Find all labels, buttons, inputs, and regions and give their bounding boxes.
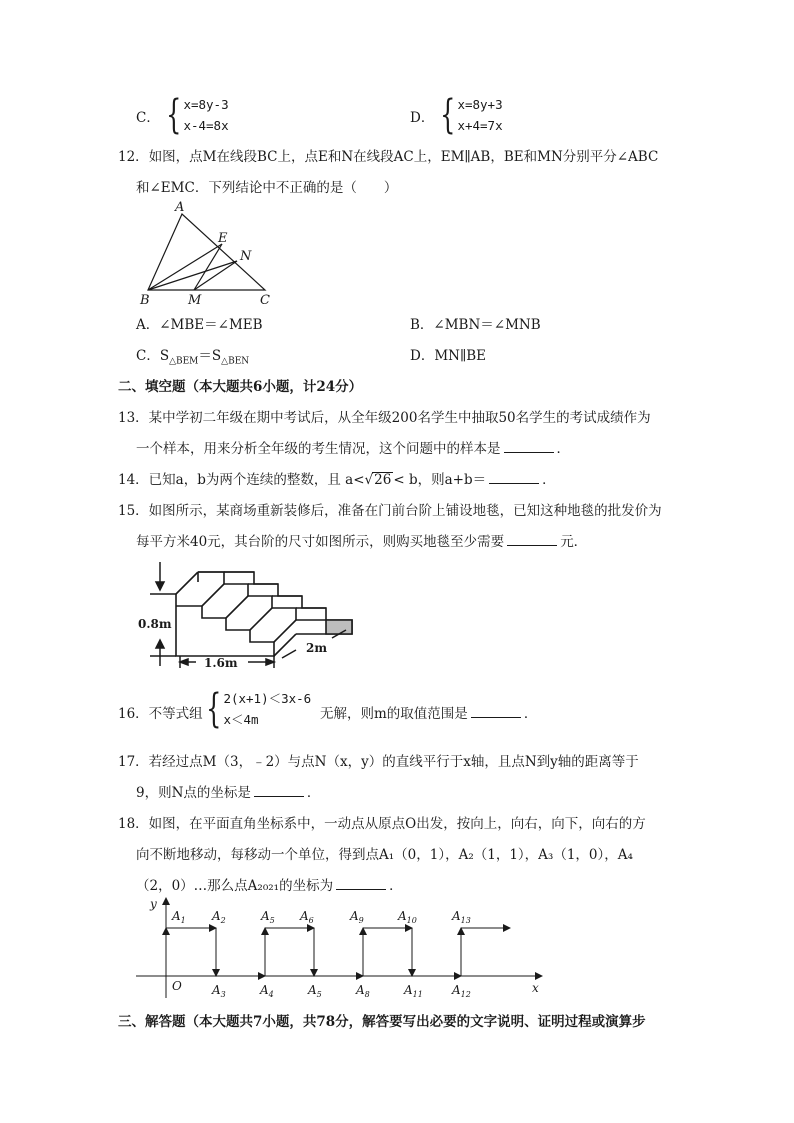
label-a: A [175, 200, 185, 215]
answer-blank [504, 440, 554, 453]
q11-option-d-label: D． [410, 110, 435, 126]
y-axis-label: y [150, 897, 157, 911]
stairs-width-label: 1.6m [204, 656, 238, 670]
q12-line1: 12．如图，点M在线段BC上，点E和N在线段AC上，EM∥AB，BE和MN分别平分∠ABC [118, 149, 659, 165]
q18-line2: 向不断地移动，每移动一个单位，得到点A₁（0，1），A₂（1，1），A₃（1，0），A₄ [136, 847, 633, 863]
point-label: $A_3$ [212, 983, 226, 999]
point-label: $A_6$ [300, 909, 314, 925]
q12-line2: 和∠EMC．下列结论中不正确的是（ ） [136, 180, 398, 196]
q11-c-eq2: x-4=8x [183, 118, 229, 133]
point-label: $A_9$ [350, 909, 364, 925]
point-label: $A_5$ [308, 983, 322, 999]
q12-option-a: A．∠MBE＝∠MEB [136, 317, 263, 333]
q11-option-c-system [156, 94, 229, 136]
section-2-heading: 二、填空题（本大题共6小题，计24分） [118, 379, 363, 395]
q18-line1: 18．如图，在平面直角坐标系中，一动点从原点O出发，按向上，向右，向下，向右的方 [118, 816, 646, 832]
q17-line1: 17．若经过点M（3，﹣2）与点N（x，y）的直线平行于x轴，且点N到y轴的距离等于 [118, 754, 639, 770]
x-axis-label: x [532, 981, 539, 995]
q13-line2: 一个样本，用来分析全年级的考生情况，这个问题中的样本是 ． [136, 441, 570, 457]
point-label: $A_4$ [260, 983, 274, 999]
point-label: $A_5$ [261, 909, 275, 925]
q17-line2: 9，则N点的坐标是 ． [136, 785, 321, 801]
label-e: E [218, 231, 228, 246]
q16-prefix: 16．不等式组 [118, 706, 203, 722]
q12-option-c: C．$S_{\triangle BEM}=S_{\triangle BEN}$ [136, 348, 250, 367]
label-n: N [240, 249, 252, 264]
q14-line: 14．已知a，b为两个连续的整数，且 a<√26 < b，则a+b＝ ． [118, 472, 556, 488]
q16-ineq1: 2(x+1)＜3x-6 [223, 691, 312, 706]
point-label: $A_2$ [212, 909, 226, 925]
q16-tail: 无解，则m的取值范围是 ． [320, 706, 538, 722]
answer-blank [507, 533, 557, 546]
stairs-front [176, 594, 274, 656]
segment-be [148, 244, 222, 290]
q16-inequality-system [196, 688, 311, 730]
point-label: $A_1$ [172, 909, 186, 925]
q15-line2: 每平方米40元，其台阶的尺寸如图所示，则购买地毯至少需要 元． [136, 534, 588, 550]
answer-blank [336, 877, 386, 890]
brace-icon: { [440, 92, 456, 138]
q11-option-c-label: C． [136, 110, 160, 126]
q16-ineq2: x＜4m [223, 712, 259, 727]
point-label: $A_{10}$ [398, 909, 417, 925]
point-label: $A_{13}$ [452, 909, 471, 925]
segment-bn [148, 261, 237, 290]
answer-blank [471, 705, 521, 718]
q15-stairs-figure [136, 558, 360, 670]
brace-icon: { [166, 92, 182, 138]
q11-d-eq1: x=8y+3 [457, 97, 503, 112]
q18-line3: （2，0）…那么点A₂₀₂₁的坐标为 ． [136, 878, 403, 894]
label-m: M [188, 293, 202, 308]
point-label: $A_8$ [356, 983, 370, 999]
segment-mn [194, 261, 237, 290]
origin-label: O [172, 979, 182, 993]
label-c: C [260, 293, 270, 308]
q12-text-1: 如图，点M在线段BC上，点E和N在线段AC上，EM∥AB，BE和MN分别平分∠ABC [148, 149, 659, 165]
stairs-depth-label: 2m [306, 641, 328, 655]
q11-d-eq2: x+4=7x [457, 118, 503, 133]
stairs-height-label: 0.8m [138, 617, 172, 631]
q12-option-b: B．∠MBN＝∠MNB [410, 317, 541, 333]
q13-line1: 13．某中学初二年级在期中考试后，从全年级200名学生中抽取50名学生的考试成绩作为 [118, 410, 651, 426]
q18-coordinate-figure [136, 894, 552, 1002]
q11-option-d-system [430, 94, 503, 136]
q12-triangle-figure [130, 196, 290, 308]
q14-radicand: 26 [374, 472, 392, 488]
label-b: B [140, 293, 150, 308]
answer-blank [254, 784, 304, 797]
point-label: $A_{11}$ [404, 983, 423, 999]
brace-icon: { [206, 686, 222, 732]
q12-option-d: D．MN∥BE [410, 348, 486, 364]
section-3-heading: 三、解答题（本大题共7小题，共78分，解答要写出必要的文字说明、证明过程或演算步 [118, 1014, 646, 1030]
point-label: $A_{12}$ [452, 983, 471, 999]
q11-c-eq1: x=8y-3 [183, 97, 229, 112]
answer-blank [489, 471, 539, 484]
q15-line1: 15．如图所示，某商场重新装修后，准备在门前台阶上铺设地毯，已知这种地毯的批发价为 [118, 503, 662, 519]
